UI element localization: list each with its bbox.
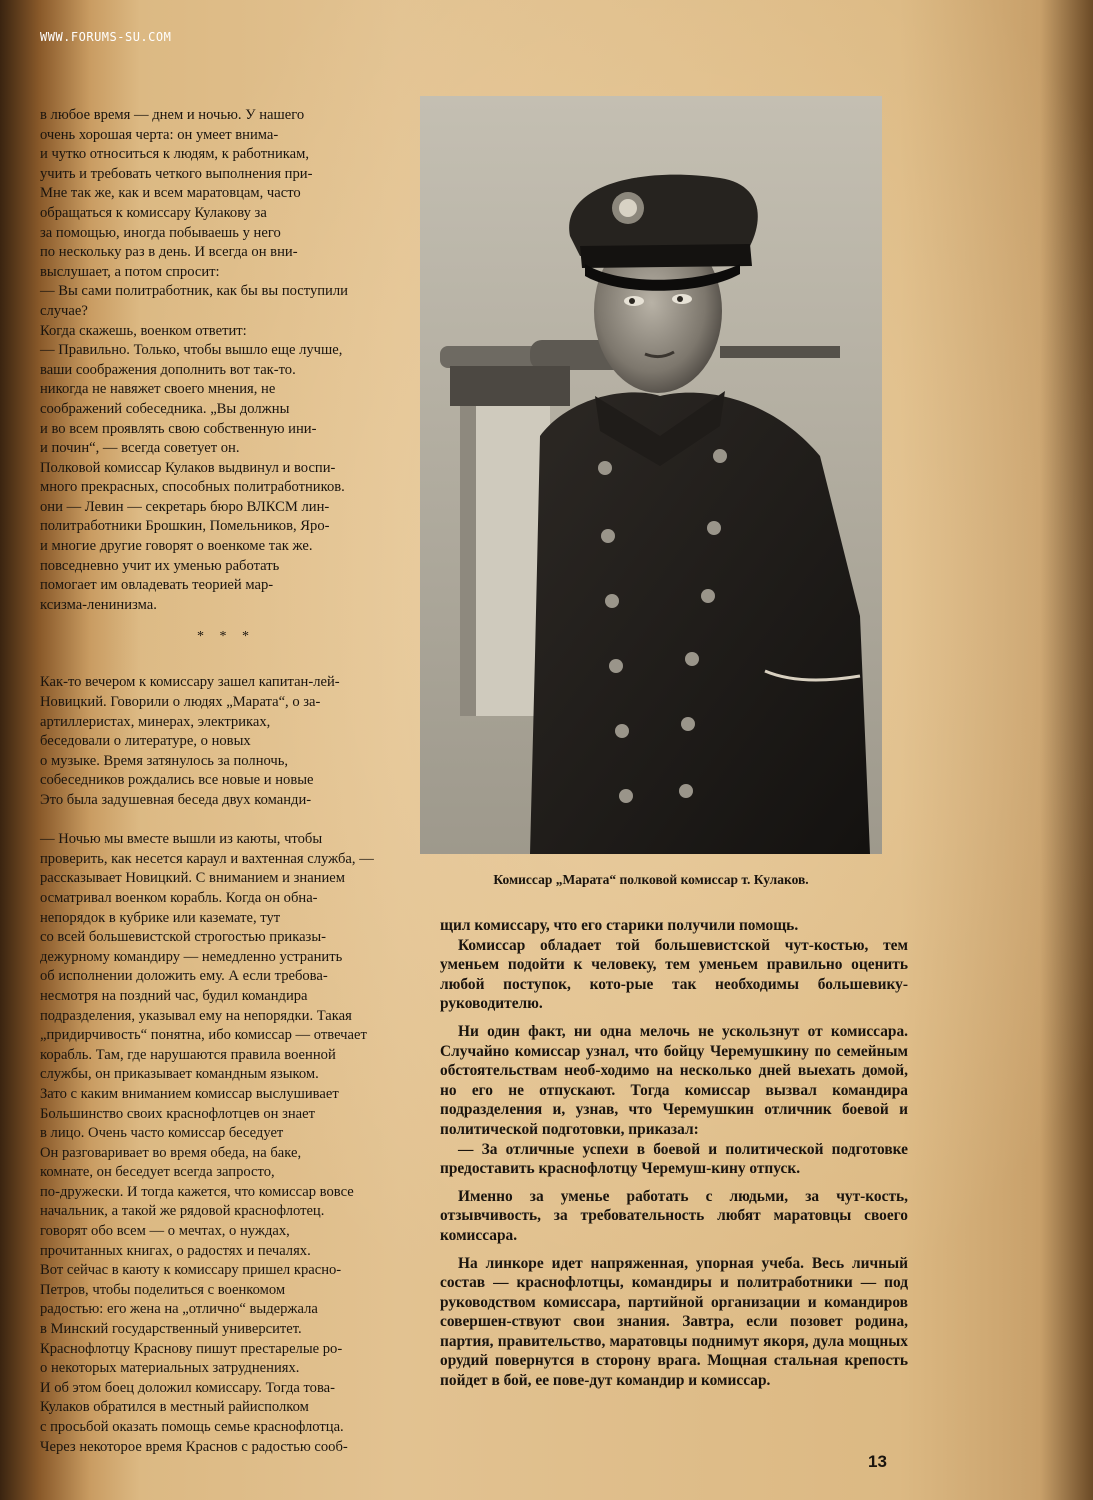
text-line: Мне так же, как и всем маратовцам, часто — [40, 185, 301, 202]
text-line: Полковой комиссар Кулаков выдвинул и воспи- — [40, 459, 336, 476]
text-line: много прекрасных, способных политработников. — [40, 479, 345, 496]
text-line: осматривал военком корабль. Когда он обна- — [40, 889, 318, 906]
text-line: выслушает, а потом спросит: — [40, 263, 220, 280]
text-line: и многие другие говорят о военкоме так же. — [40, 538, 313, 555]
text-line: Как-то вечером к комиссару зашел капитан-лей- — [40, 674, 340, 691]
text-line: в Минский государственный университет. — [40, 1321, 302, 1338]
text-line: очень хорошая черта: он умеет внима- — [40, 126, 279, 143]
paragraph: Комиссар обладает той большевистской чут-костью, тем уменьем подойти к человеку, тем уменьем правильно оценить любой поступок, кото-рые так необходимы большевику-руководителю. — [440, 936, 908, 1013]
text-line: комнате, он беседует всегда запросто, — [40, 1164, 275, 1181]
text-line: повседневно учит их уменью работать — [40, 557, 280, 574]
text-line: артиллеристах, минерах, электриках, — [40, 713, 271, 730]
paragraph: — За отличные успехи в боевой и политической подготовке предоставить краснофлотцу Черемуш-кину отпуск. — [440, 1140, 908, 1178]
text-line: Это была задушевная беседа двух команди- — [40, 792, 312, 808]
text-line: и почин“, — всегда советует он. — [40, 440, 240, 457]
left-text-column — [40, 106, 412, 1457]
paragraph: Ни один факт, ни одна мелочь не ускользнут от комиссара. Случайно комиссар узнал, что бойцу Черемушкину по семейным обстоятельствам необ-ходимо на несколько дней выехать домой, но его не отпускают. Тогда комиссар вызвал командира подразделения и, узнав, что Черемушкин отличник боевой и политической подготовки, приказал: — [440, 1022, 908, 1138]
text-line: беседовали о литературе, о новых — [40, 733, 251, 750]
text-line: говорят обо всем — о мечтах, о нуждах, — [40, 1223, 290, 1240]
text-line: об исполнении доложить ему. А если требова- — [40, 968, 328, 985]
text-line: корабль. Там, где нарушаются правила военной — [40, 1046, 336, 1063]
text-line: проверить, как несется караул и вахтенная служба, — — [40, 850, 374, 867]
text-line: за помощью, иногда побываешь у него — [40, 224, 281, 241]
text-line: И об этом боец доложил комиссару. Тогда това- — [40, 1379, 336, 1396]
text-line: Краснофлотцу Краснову пишут престарелые ро- — [40, 1340, 343, 1357]
text-line: „придирчивость“ понятна, ибо комиссар — отвечает — [40, 1027, 367, 1044]
text-line: радостью: его жена на „отлично“ выдержала — [40, 1301, 318, 1318]
text-line: соображений собеседника. „Вы должны — [40, 400, 290, 417]
text-line: и чутко относиться к людям, к работникам, — [40, 146, 310, 163]
text-line: обращаться к комиссару Кулакову за — [40, 204, 267, 221]
text-line: несмотря на поздний час, будил командира — [40, 987, 308, 1004]
text-line: в любое время — днем и ночью. У нашего — [40, 107, 305, 123]
text-line: — Ночью мы вместе вышли из каюты, чтобы — [40, 831, 323, 848]
portrait-photo — [420, 96, 882, 854]
left-column-part-1 — [40, 106, 412, 615]
text-line: Новицкий. Говорили о людях „Марата“, о за- — [40, 694, 321, 711]
text-line: собеседников рождались все новые и новые — [40, 772, 314, 789]
paragraph: щил комиссару, что его старики получили помощь. — [440, 917, 799, 934]
text-line: со всей большевистской строгостью приказы- — [40, 929, 326, 946]
portrait-illustration — [420, 96, 882, 854]
right-text-column — [440, 916, 908, 1391]
text-line: — Правильно. Только, чтобы вышло еще лучше, — [40, 342, 343, 359]
paragraph: На линкоре идет напряженная, упорная учеба. Весь личный состав — краснофлотцы, командиры и политработники — под руководством комиссара, партийной организации и командиров совершен-ствуют свои знания. Завтра, если позовет родина, партия, правительство, маратовцы поднимут якоря, дула мощных орудий повернутся в сторону врага. Мощная стальная крепость пойдет в бой, ее пове-дут командир и комиссар. — [440, 1254, 908, 1390]
text-line: Через некоторое время Краснов с радостью сооб- — [40, 1438, 348, 1455]
text-line: ксизма-ленинизма. — [40, 596, 157, 613]
text-line: по-дружески. И тогда кажется, что комиссар вовсе — [40, 1183, 354, 1200]
photo-caption: Комиссар „Марата“ полковой комиссар т. Кулаков. — [493, 872, 809, 887]
text-line: прочитанных книгах, о радостях и печалях. — [40, 1242, 311, 1259]
text-line: случае? — [40, 302, 88, 319]
paragraph: Именно за уменье работать с людьми, за чут-кость, отзывчивость, за требовательность любят маратовцы своего комиссара. — [440, 1187, 908, 1244]
text-line: рассказывает Новицкий. С вниманием и знанием — [40, 870, 346, 887]
text-line: и во всем проявлять свою собственную ини- — [40, 420, 317, 437]
page-number: 13 — [868, 1452, 887, 1471]
text-line: никогда не навяжет своего мнения, не — [40, 381, 276, 398]
text-line: они — Левин — секретарь бюро ВЛКСМ лин- — [40, 498, 330, 515]
text-line: Когда скажешь, военком ответит: — [40, 322, 247, 339]
text-line: дежурному командиру — немедленно устранить — [40, 948, 343, 965]
text-line: с просьбой оказать помощь семье краснофлотца. — [40, 1419, 344, 1435]
left-column-part-2 — [40, 673, 412, 1457]
text-line: Большинство своих краснофлотцев он знает — [40, 1105, 315, 1122]
text-line: Зато с каким вниманием комиссар выслушивает — [40, 1085, 339, 1102]
text-line: Кулаков обратился в местный райисполком — [40, 1399, 309, 1416]
text-line — [40, 811, 412, 831]
section-separator: * * * — [197, 629, 255, 645]
text-line: — Вы сами политработник, как бы вы поступили — [40, 283, 348, 300]
text-line: о музыке. Время затянулось за полночь, — [40, 752, 289, 769]
text-line: Вот сейчас в каюту к комиссару пришел красно- — [40, 1262, 342, 1279]
text-line: помогает им овладевать теорией мар- — [40, 577, 274, 594]
text-line: Петров, чтобы поделиться с военкомом — [40, 1281, 286, 1298]
text-line: политработники Брошкин, Помельников, Яро- — [40, 518, 330, 535]
text-line: службы, он приказывает командным языком. — [40, 1066, 319, 1083]
watermark-text: WWW.FORUMS-SU.COM — [40, 30, 172, 44]
text-line: ваши соображения дополнить вот так-то. — [40, 361, 296, 378]
text-line: непорядок в кубрике или каземате, тут — [40, 909, 281, 926]
text-line: Он разговаривает во время обеда, на баке, — [40, 1144, 302, 1161]
text-line: учить и требовать четкого выполнения при- — [40, 165, 313, 182]
text-line: по нескольку раз в день. И всегда он вни- — [40, 244, 298, 261]
text-line: о некоторых материальных затруднениях. — [40, 1360, 300, 1377]
text-line: в лицо. Очень часто комиссар беседует — [40, 1125, 284, 1142]
text-line: подразделения, указывал ему на непорядки. Такая — [40, 1007, 352, 1024]
text-line: начальник, а такой же рядовой краснофлотец. — [40, 1203, 325, 1220]
